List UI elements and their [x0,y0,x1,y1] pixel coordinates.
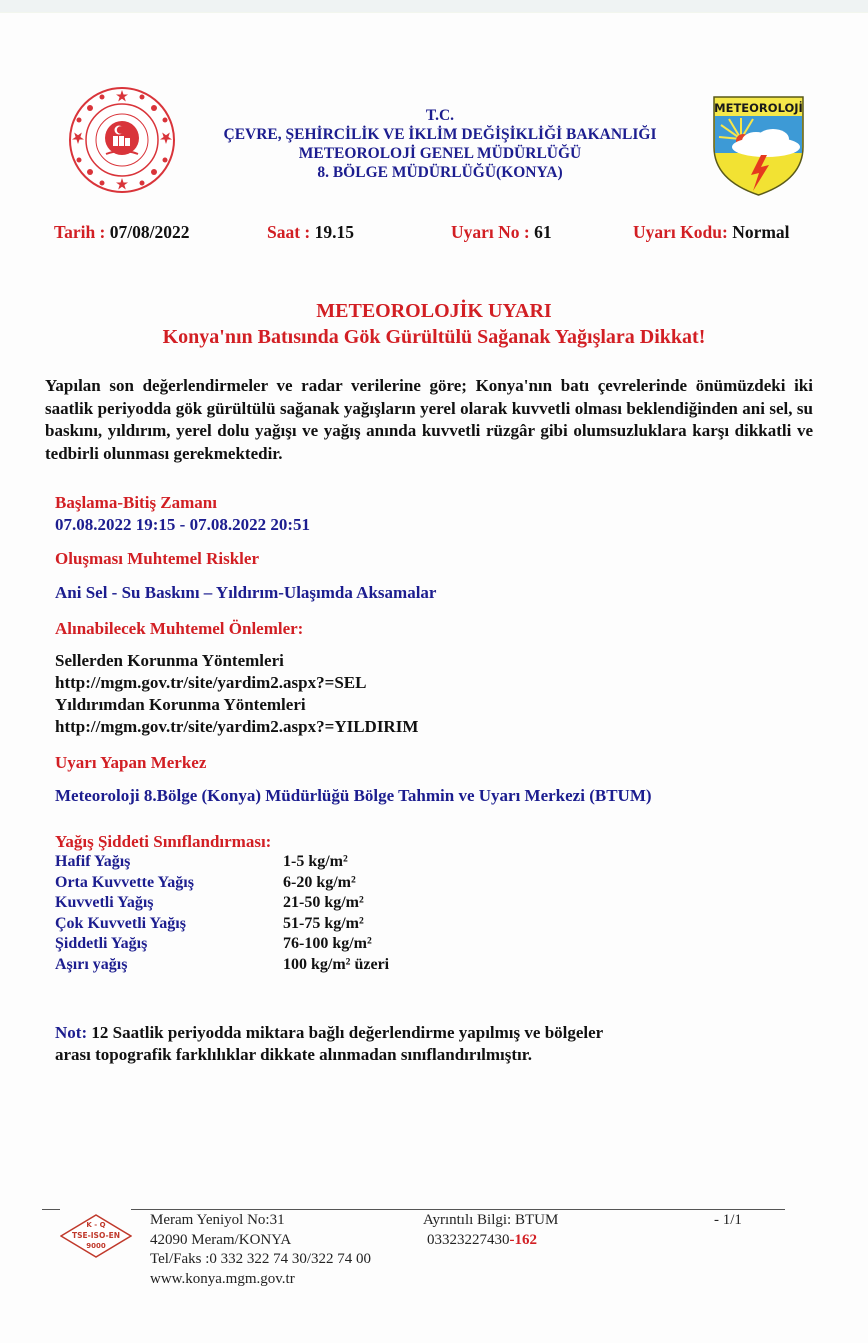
footer-divider-left [42,1209,60,1210]
rain-class-value: 21-50 kg/m² [283,894,364,911]
info-extension: -162 [509,1231,537,1248]
warning-code-field [633,222,790,243]
address-line-1: Meram Yeniyol No:31 [150,1212,285,1228]
table-row [55,893,389,914]
measure-flood-link[interactable]: http://mgm.gov.tr/site/yardim2.aspx?=SEL [55,673,367,692]
page-number: - 1/1 [714,1212,742,1228]
warning-number-value: 61 [534,222,552,242]
svg-text:K - Q: K - Q [86,1221,106,1229]
rain-class-value: 100 kg/m² üzeri [283,955,390,973]
warning-subtitle: Konya'nın Batısında Gök Gürültülü Sağanak Yağışlara Dikkat! [162,326,706,348]
warning-description: Yapılan son değerlendirmeler ve radar verilerine göre; Konya'nın batı çevrelerinde önümüzdeki iki saatlik periyodda gök gürültülü sağanak yağışların yerel olarak kuvvetli olması beklendiğinden ani sel, su baskını, yıldırım, yerel dolu yağışı ve yağış anında kuvvetli rüzgâr gibi olumsuzluklara karşı dikkatli ve tedbirli olunması gerekmektedir. [45,376,813,463]
rain-class-name: Orta Kuvvette Yağış [55,873,194,891]
rain-class-value: 1-5 kg/m² [283,853,348,870]
phone-fax: Tel/Faks :0 332 322 74 30/322 74 00 [150,1251,372,1267]
info-phone: 03323227430 [427,1231,510,1248]
rain-classification-table [55,832,389,975]
warning-title: METEOROLOJİK UYARI [316,300,552,322]
rain-class-name: Aşırı yağış [55,955,128,973]
issuing-center-label: Uyarı Yapan Merkez [55,753,207,772]
rain-class-name: Çok Kuvvetli Yağış [55,914,186,932]
warning-number-label: Uyarı No : [451,222,530,242]
address-line-2: 42090 Meram/KONYA [150,1231,292,1248]
footer-info [423,1211,558,1250]
rain-class-value: 51-75 kg/m² [283,914,364,932]
risks-value: Ani Sel - Su Baskını – Yıldırım-Ulaşımda Aksamalar [55,583,437,602]
header-line-ministry: ÇEVRE, ŞEHİRCİLİK VE İKLİM DEĞİŞİKLİĞİ BAKANLIĞI [223,126,657,143]
website-link[interactable]: www.konya.mgm.gov.tr [150,1270,295,1287]
measures-label: Alınabilecek Muhtemel Önlemler: [55,619,304,638]
rain-class-value: 6-20 kg/m² [283,873,356,891]
warning-code-value: Normal [732,222,790,242]
logo-text: METEOROLOJİ [714,101,803,115]
table-row [55,955,389,976]
footer-address [150,1211,371,1289]
svg-text:TSE-ISO-EN: TSE-ISO-EN [72,1231,120,1240]
risks-label: Oluşması Muhtemel Riskler [55,549,259,568]
ministry-seal-logo [68,86,176,194]
ministry-header [190,106,690,182]
note-label: Not: [55,1023,88,1042]
warning-code-label: Uyarı Kodu: [633,222,728,242]
timeframe-label: Başlama-Bitiş Zamanı [55,493,217,512]
rain-classification-title: Yağış Şiddeti Sınıflandırması: [55,832,272,851]
measure-flood-title: Sellerden Korunma Yöntemleri [55,651,284,670]
date-field [54,222,190,243]
measure-lightning-title: Yıldırımdan Korunma Yöntemleri [55,695,306,714]
time-value: 19.15 [314,222,355,242]
note-line-1: 12 Saatlik periyodda miktara bağlı değerlendirme yapılmış ve bölgeler [91,1023,604,1042]
table-row [55,934,389,955]
note-line-2: arası topografik farklılıklar dikkate alınmadan sınıflandırılmıştır. [55,1044,533,1064]
rain-class-name: Hafif Yağış [55,853,131,870]
tse-iso-badge [60,1214,132,1258]
time-field [267,222,354,243]
top-status-strip [0,0,868,13]
table-row [55,914,389,935]
info-label: Ayrıntılı Bilgi: BTUM [423,1212,559,1228]
table-row [55,852,389,873]
header-line-directorate: METEOROLOJİ GENEL MÜDÜRLÜĞÜ [298,145,582,162]
svg-text:9000: 9000 [86,1242,106,1250]
time-label: Saat : [267,222,311,242]
date-label: Tarih : [54,222,106,242]
table-row [55,873,389,894]
issuing-center-value: Meteoroloji 8.Bölge (Konya) Müdürlüğü Bölge Tahmin ve Uyarı Merkezi (BTUM) [55,786,652,805]
date-value: 07/08/2022 [109,222,190,242]
measure-lightning-link[interactable]: http://mgm.gov.tr/site/yardim2.aspx?=YILDIRIM [55,717,419,736]
rain-class-name: Kuvvetli Yağış [55,894,154,911]
rain-class-value: 76-100 kg/m² [283,935,372,952]
footer-divider [131,1209,785,1210]
note-block [55,1022,695,1065]
meteoroloji-shield-logo [711,95,806,197]
warning-number-field [451,222,552,243]
timeframe-value: 07.08.2022 19:15 - 07.08.2022 20:51 [55,515,310,534]
rain-class-name: Şiddetli Yağış [55,935,148,952]
header-line-tc: T.C. [425,107,455,124]
header-line-region: 8. BÖLGE MÜDÜRLÜĞÜ(KONYA) [317,164,563,181]
